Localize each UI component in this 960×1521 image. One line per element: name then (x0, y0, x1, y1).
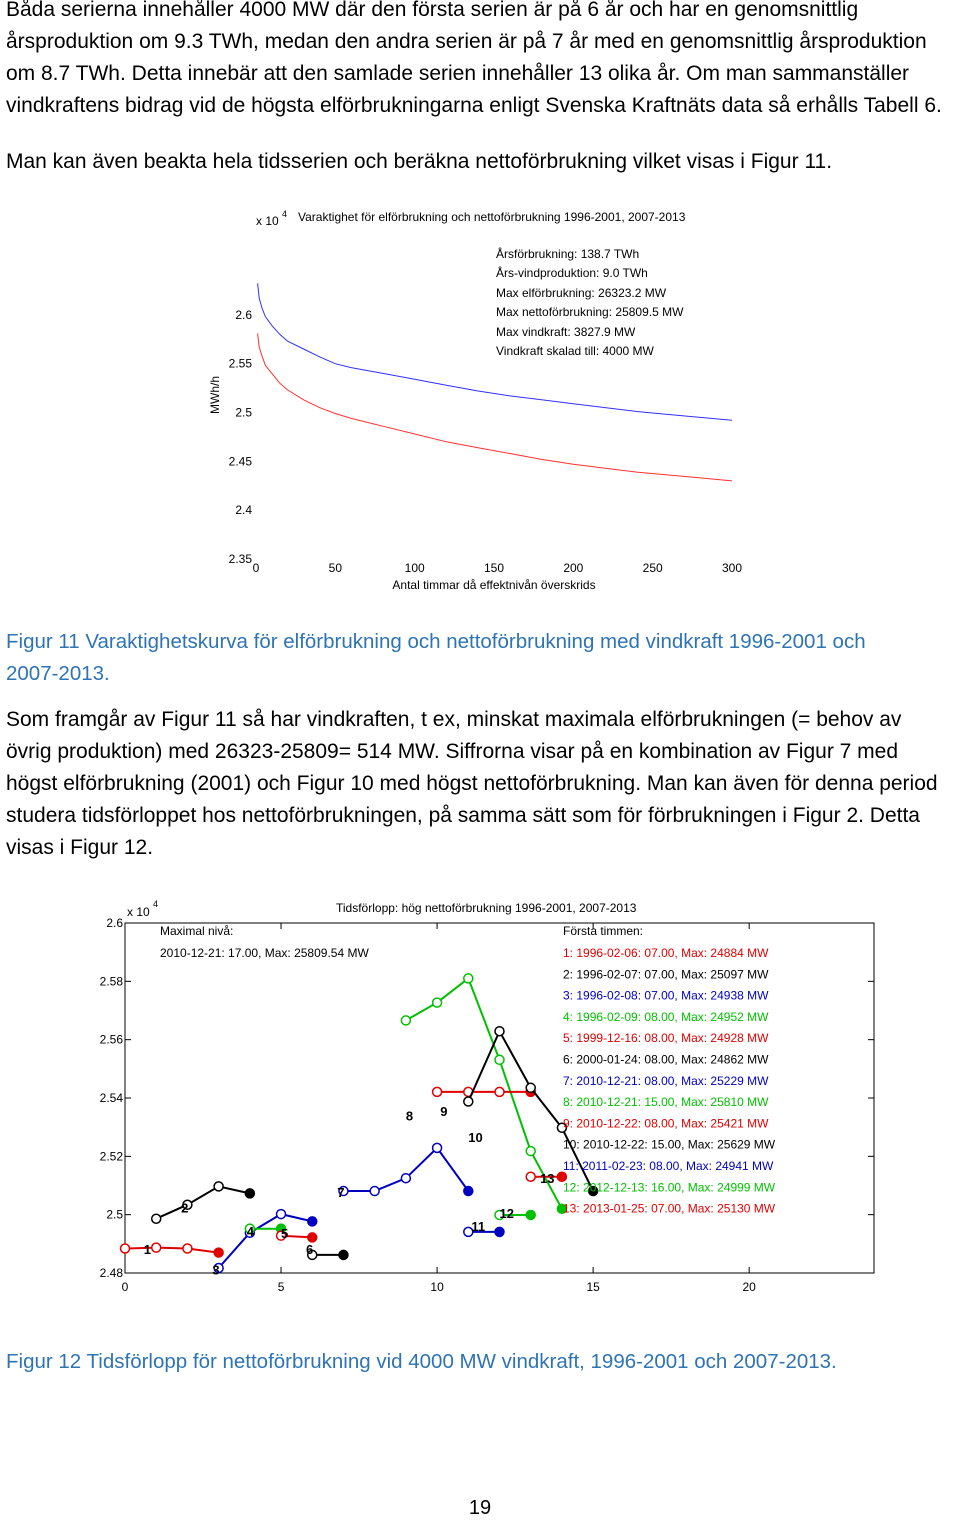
figure-12-series-point (526, 1083, 535, 1092)
figure-12-series-line (156, 1186, 250, 1218)
figure-11-annotation: Max vindkraft: 3827.9 MW (496, 325, 636, 339)
figure-12-series-point (214, 1182, 223, 1191)
figure-12-series-point (308, 1233, 317, 1242)
figure-12-point-label: 1 (143, 1241, 151, 1257)
figure-12-xtick-label: 15 (586, 1280, 600, 1294)
figure-12-ytick-label: 2.56 (99, 1032, 123, 1047)
figure-12-chart (0, 885, 960, 1305)
figure-11-xtick-label: 50 (328, 561, 343, 575)
figure-12-legend-entry: 1: 1996-02-06: 07.00, Max: 24884 MW (563, 946, 769, 960)
figure-11-xtick-label: 200 (563, 561, 584, 575)
figure-12-series-point (495, 1055, 504, 1064)
figure-11-title: Varaktighet för elförbrukning och nettoförbrukning 1996-2001, 2007-2013 (298, 210, 686, 224)
figure-11-ytick-label: 2.4 (235, 503, 252, 518)
figure-12-series-point (277, 1210, 286, 1219)
figure-12-series-point (339, 1250, 348, 1259)
figure-12-xtick-label: 5 (277, 1280, 285, 1294)
figure-12-legend-entry: 7: 2010-12-21: 08.00, Max: 25229 MW (563, 1073, 769, 1088)
figure-12-legend-entry: 3: 1996-02-08: 07.00, Max: 24938 MW (563, 988, 769, 1003)
paragraph-2: Man kan även beakta hela tidsserien och beräkna nettoförbrukning vilket visas i Figur 11. (6, 150, 833, 173)
figure-12-series-point (464, 974, 473, 983)
figure-12-legend-entry: 8: 2010-12-21: 15.00, Max: 25810 MW (563, 1095, 769, 1110)
figure-12-series-point (526, 1172, 535, 1181)
figure-11-xtick-label: 150 (483, 561, 505, 575)
figure-11-ytick-label: 2.35 (228, 552, 252, 566)
figure-12-first-hour-heading: Första timmen: (563, 924, 644, 938)
figure-12-ytick-label: 2.58 (99, 974, 123, 989)
figure-12-series-point (183, 1244, 192, 1253)
figure-12-legend-entry: 12: 2012-12-13: 16.00, Max: 24999 MW (563, 1180, 776, 1195)
figure-12-legend-entry: 4: 1996-02-09: 08.00, Max: 24952 MW (563, 1009, 769, 1024)
figure-12-legend-entry: 2: 1996-02-07: 07.00, Max: 25097 MW (563, 967, 769, 982)
figure-11-ytick-label: 2.45 (228, 454, 252, 469)
figure-12-multiplier-exponent: 4 (153, 899, 159, 909)
figure-12-series-point (245, 1189, 254, 1198)
figure-12-series-line (125, 1248, 219, 1253)
figure-12-series-point (495, 1087, 504, 1096)
figure-11-xtick-label: 300 (721, 561, 743, 575)
figure-12-point-label: 2 (181, 1200, 189, 1216)
figure-12-point-label: 8 (405, 1108, 414, 1124)
figure-12-series-point (433, 1087, 442, 1096)
figure-12-ytick-label: 2.5 (106, 1207, 123, 1222)
paragraph-3: Som framgår av Figur 11 så har vindkraften, t ex, minskat maximala elförbrukningen (= behov av övrig produktion) med 26323-25809= 514 MW. Siffrorna visar på en kombination av Figur 7 med högst elförbrukning (2001) och Figur 10 med högst nettoförbrukning. Man kan även för denna period studera tidsförloppet hos nettoförbrukningen, på samma sätt som för förbrukningen i Figur 2. Detta visas i Figur 12. (6, 708, 938, 859)
figure-11-multiplier: x 10 (256, 214, 279, 228)
figure-12-series-point (433, 998, 442, 1007)
figure-12-series-point (526, 1210, 535, 1219)
figure-12-xtick-label: 20 (742, 1280, 756, 1294)
figure-11-series-line (258, 283, 732, 420)
figure-12-xtick-label: 0 (121, 1280, 129, 1294)
figure-11-ytick-label: 2.5 (235, 405, 252, 420)
figure-12-series-point (152, 1243, 161, 1252)
figure-12-ytick-label: 2.54 (99, 1091, 123, 1105)
figure-12-multiplier: x 10 (127, 905, 150, 919)
figure-12-ytick-label: 2.6 (106, 916, 123, 930)
figure-12-point-label: 12 (499, 1206, 514, 1222)
figure-11-xtick-label: 100 (404, 561, 425, 575)
figure-11-annotation: Max elförbrukning: 26323.2 MW (496, 286, 667, 300)
figure-12-series-point (121, 1244, 130, 1253)
figure-12-series-point (495, 1027, 504, 1036)
figure-11-caption: Figur 11 Varaktighetskurva för elförbrukning och nettoförbrukning med vindkraft 1996-2001 och 2007-2013. (6, 630, 866, 685)
figure-12-series-point (401, 1174, 410, 1183)
figure-12-point-label: 3 (212, 1262, 220, 1278)
figure-11-xtick-label: 0 (252, 561, 260, 575)
figure-12-series-point (526, 1147, 535, 1156)
figure-12-legend-entry: 11: 2011-02-23: 08.00, Max: 24941 MW (563, 1159, 774, 1173)
figure-11-xlabel: Antal timmar då effektnivån överskrids (392, 578, 596, 592)
figure-12-point-label: 5 (281, 1226, 289, 1241)
figure-12-series-point (433, 1143, 442, 1152)
figure-12-legend-entry: 13: 2013-01-25: 07.00, Max: 25130 MW (563, 1201, 776, 1216)
figure-11-series-line (258, 333, 732, 481)
figure-12-legend-entry: 10: 2010-12-22: 15.00, Max: 25629 MW (563, 1137, 776, 1152)
figure-12-series-point (370, 1187, 379, 1196)
figure-11-annotation: Vindkraft skalad till: 4000 MW (496, 344, 654, 358)
figure-12-xtick-label: 10 (430, 1280, 444, 1294)
figure-11-ytick-label: 2.6 (235, 307, 252, 322)
figure-12-title: Tidsförlopp: hög nettoförbrukning 1996-2001, 2007-2013 (336, 901, 637, 915)
figure-11-annotation: Års-vindproduktion: 9.0 TWh (496, 266, 648, 280)
figure-12-legend-entry: 9: 2010-12-22: 08.00, Max: 25421 MW (563, 1116, 769, 1131)
figure-12-max-heading: Maximal nivå: (160, 924, 234, 938)
figure-11-xtick-label: 250 (642, 561, 663, 575)
figure-12-ytick-label: 2.48 (99, 1266, 123, 1280)
page-number: 19 (468, 1497, 492, 1519)
figure-12-caption: Figur 12 Tidsförlopp för nettoförbrukning vid 4000 MW vindkraft, 1996-2001 och 2007-2013. (6, 1350, 837, 1373)
figure-12-max-value: 2010-12-21: 17.00, Max: 25809.54 MW (160, 946, 369, 960)
figure-11-chart (0, 195, 960, 600)
figure-12-ytick-label: 2.52 (99, 1149, 123, 1164)
figure-12-point-label: 7 (337, 1184, 345, 1200)
figure-12-point-label: 10 (468, 1130, 483, 1146)
figure-12-point-label: 11 (471, 1219, 486, 1234)
figure-11-ylabel: MWh/h (208, 375, 222, 415)
figure-12-legend-entry: 6: 2000-01-24: 08.00, Max: 24862 MW (563, 1052, 769, 1067)
paragraph-1: Båda serierna innehåller 4000 MW där den första serien är på 6 år och har en genomsnittlig årsproduktion om 9.3 TWh, medan den andra serien är på 7 år med en genomsnittlig årsproduktion om 8.7 TWh. Detta innebär att den samlade serien innehåller 13 olika år. Om man sammanställer vindkraftens bidrag vid de högsta elförbrukningarna enligt Svenska Kraftnäts data så erhålls Tabell 6. (6, 0, 942, 117)
figure-12-point-label: 13 (540, 1170, 555, 1186)
figure-12-series-point (152, 1214, 161, 1223)
figure-12-point-label: 9 (440, 1104, 448, 1120)
figure-11-multiplier-exponent: 4 (282, 209, 288, 219)
figure-12-point-label: 6 (306, 1241, 314, 1257)
figure-12-series-point (214, 1248, 223, 1257)
figure-12-series-point (308, 1217, 317, 1226)
figure-12-series-line (406, 978, 562, 1208)
figure-12-series-line (219, 1214, 313, 1268)
figure-11-ytick-label: 2.55 (228, 356, 252, 371)
figure-11-annotation: Max nettoförbrukning: 25809.5 MW (496, 305, 684, 319)
figure-12-point-label: 4 (246, 1223, 254, 1239)
figure-11-annotation: Årsförbrukning: 138.7 TWh (496, 247, 640, 261)
figure-12-series-point (401, 1016, 410, 1025)
figure-12-series-line (344, 1148, 469, 1191)
figure-12-series-point (464, 1097, 473, 1106)
figure-12-series-point (464, 1187, 473, 1196)
figure-12-series-point (495, 1227, 504, 1236)
figure-12-legend-entry: 5: 1999-12-16: 08.00, Max: 24928 MW (563, 1031, 769, 1046)
